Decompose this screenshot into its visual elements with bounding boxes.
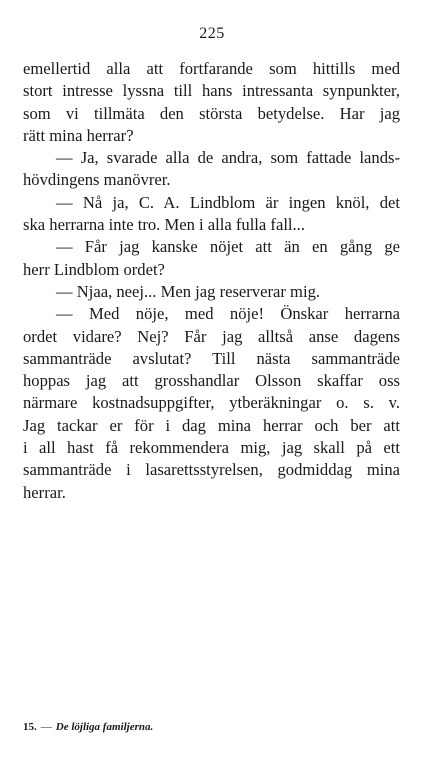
text-line: ordet vidare? Nej? Får jag alltså anse dagens — [23, 326, 400, 346]
text-line: ska herrarna inte tro. Men i alla fulla fall... — [23, 215, 305, 235]
text-line: — Med nöje, med nöje! Önskar herrarna — [56, 304, 400, 324]
text-line: herrar. — [23, 482, 66, 502]
book-title: De löjliga familjerna. — [55, 721, 154, 733]
text-line: — Ja, svarade alla de andra, som fattade lands- — [56, 148, 400, 168]
text-line: hoppas jag att grosshandlar Olsson skaffar oss — [23, 371, 400, 391]
text-line: i all hast få rekommendera mig, jag skall på ett — [23, 438, 400, 458]
footer — [23, 721, 153, 733]
footer-dash: — — [40, 721, 52, 733]
text-line: som vi tillmäta den största betydelse. Har jag — [23, 103, 400, 123]
text-line: — Får jag kanske nöjet att än en gång ge — [56, 237, 400, 257]
text-line: emellertid alla att fortfarande som hittills med — [23, 59, 400, 78]
text-line: — Nå ja, C. A. Lindblom är ingen knöl, det — [56, 192, 400, 212]
text-line: — Njaa, neej... Men jag reserverar mig. — [56, 281, 321, 301]
text-line: sammanträde i lasarettsstyrelsen, godmiddag mina — [23, 460, 400, 480]
text-line: Jag tackar er för i dag mina herrar och ber att — [23, 415, 400, 435]
text-line: närmare kostnadsuppgifter, ytberäkningar o. s. v. — [23, 393, 400, 413]
text-line: herr Lindblom ordet? — [23, 259, 165, 279]
text-line: stort intresse lyssna till hans intressanta synpunkter, — [23, 81, 400, 101]
page-number: 225 — [199, 25, 225, 42]
text-line: rätt mina herrar? — [23, 125, 134, 145]
signature-mark: 15. — [23, 721, 37, 733]
text-line: hövdingens manövrer. — [23, 170, 171, 190]
body-text — [23, 58, 400, 504]
text-line: sammanträde avslutat? Till nästa sammanträde — [23, 348, 400, 368]
